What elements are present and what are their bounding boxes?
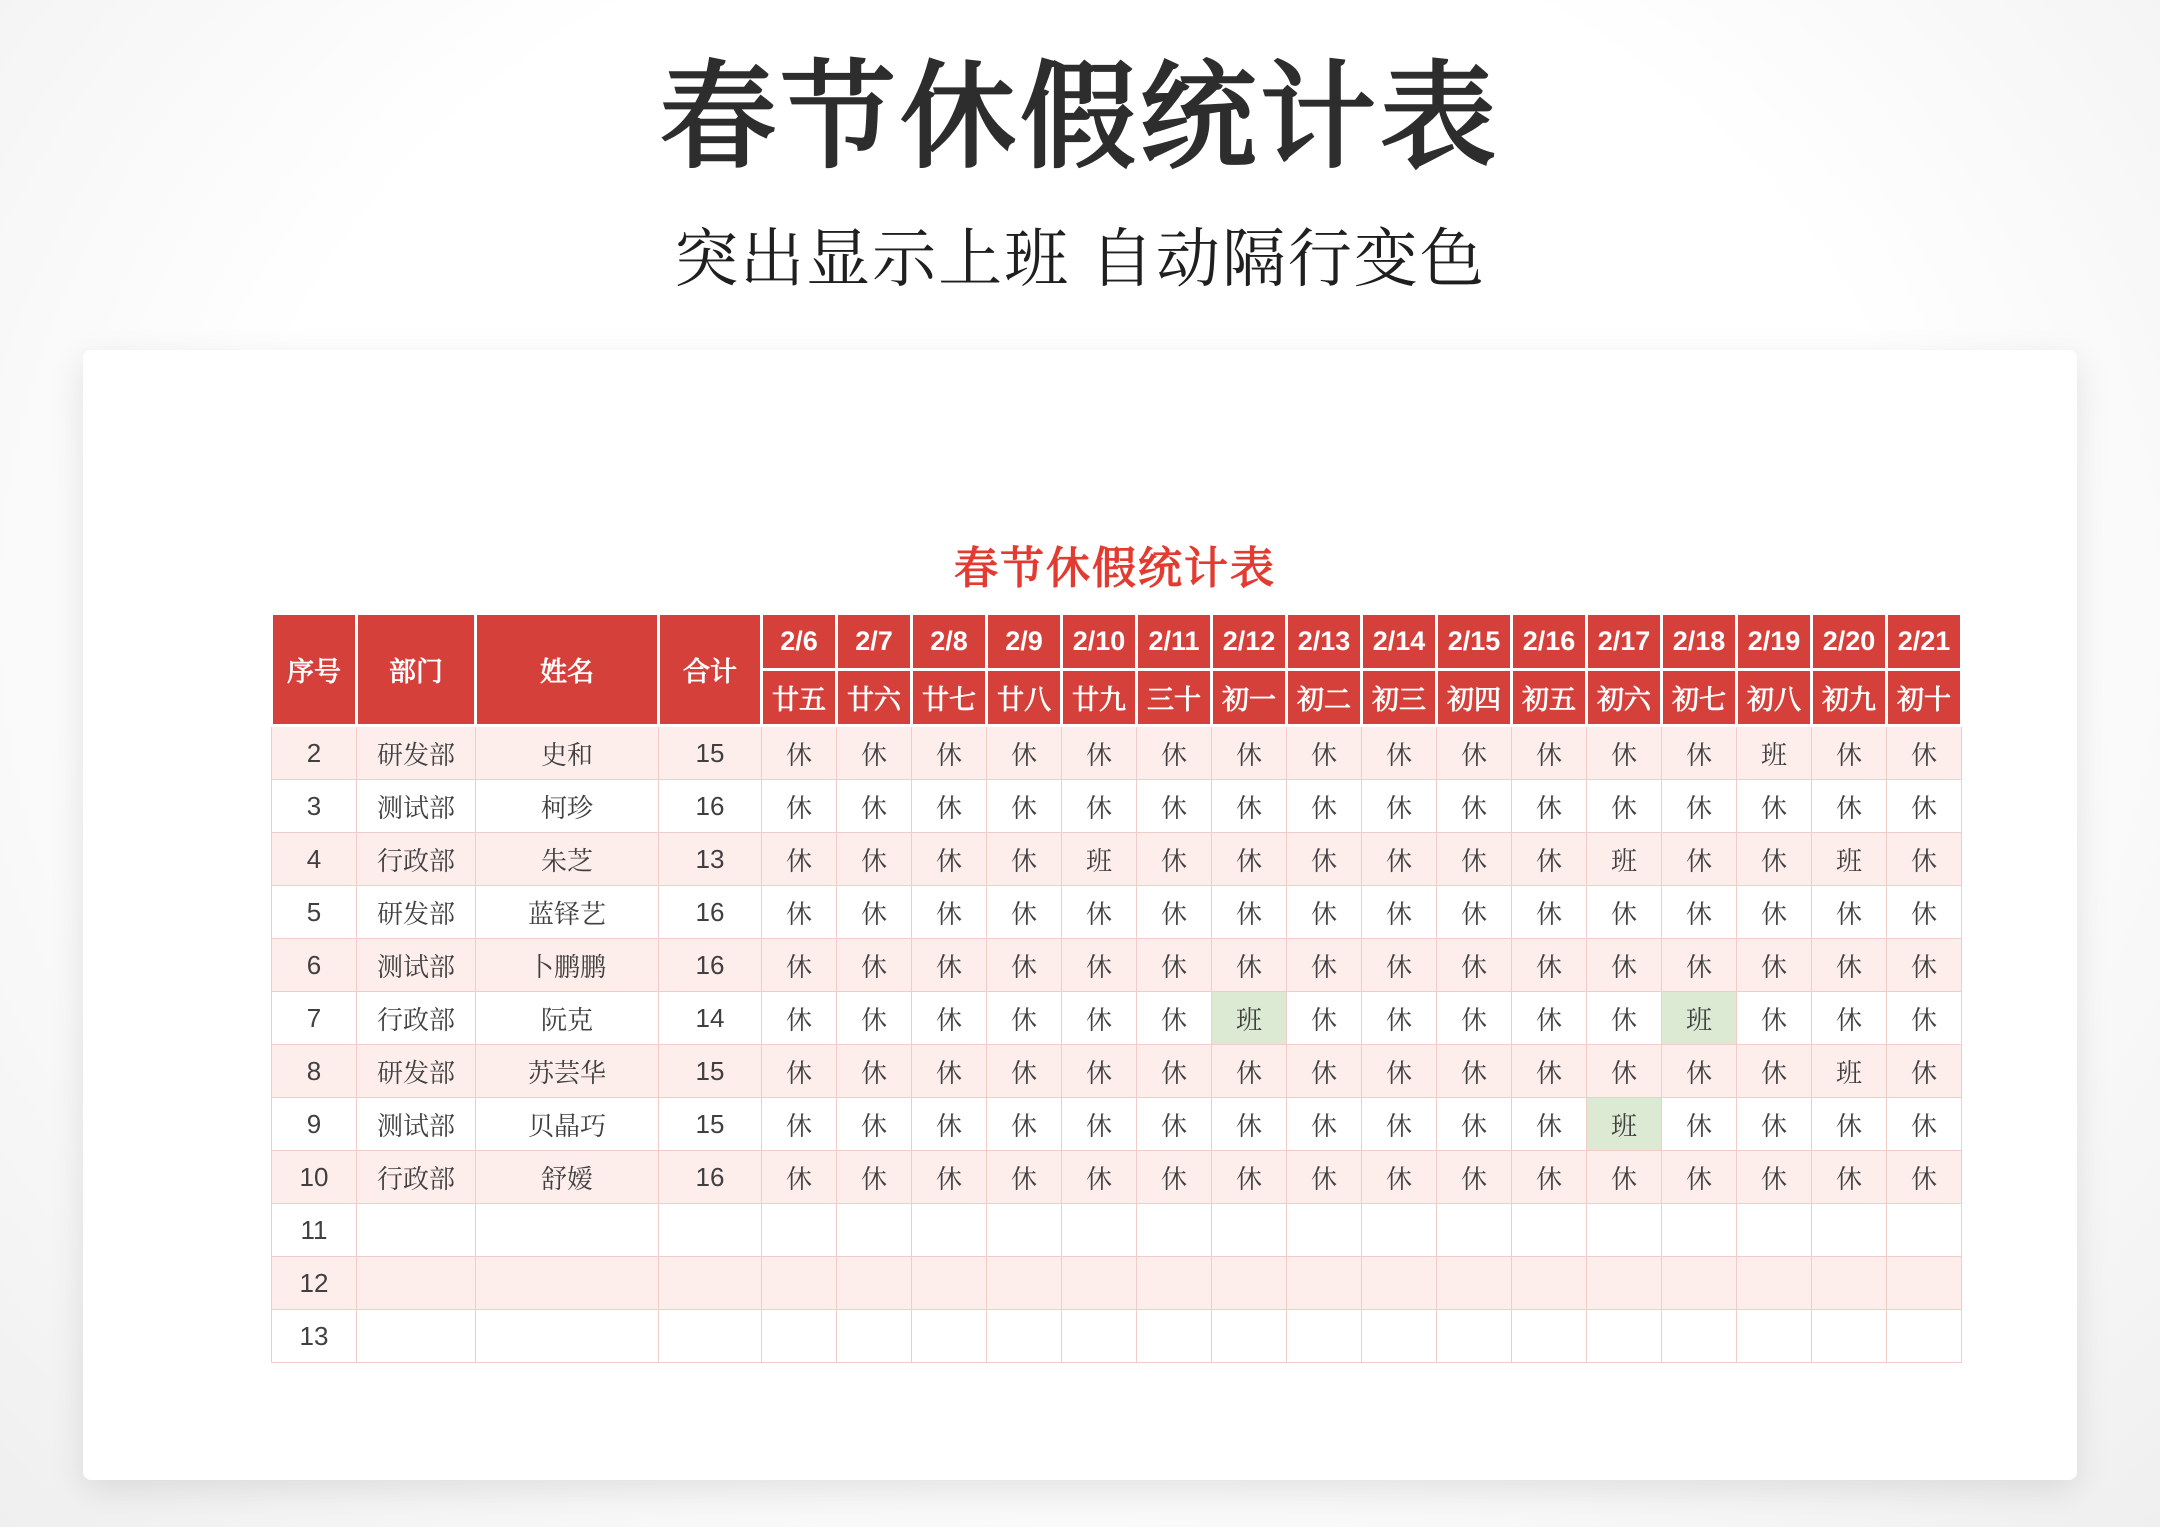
day-cell: 休	[1437, 1098, 1512, 1151]
day-cell	[1212, 1310, 1287, 1363]
day-cell	[1362, 1310, 1437, 1363]
day-cell: 休	[1362, 939, 1437, 992]
day-cell: 休	[1362, 780, 1437, 833]
total-cell	[659, 1257, 762, 1310]
day-cell	[837, 1257, 912, 1310]
day-cell	[1287, 1257, 1362, 1310]
day-cell	[1512, 1204, 1587, 1257]
day-cell	[1662, 1310, 1737, 1363]
day-cell	[987, 1310, 1062, 1363]
lunar-header-cell: 廿五	[762, 670, 837, 726]
day-cell: 休	[1137, 726, 1212, 780]
day-cell: 休	[1737, 1045, 1812, 1098]
day-cell: 休	[987, 992, 1062, 1045]
table-row	[272, 1204, 1962, 1257]
name-cell: 苏芸华	[476, 1045, 659, 1098]
date-header-cell: 2/6	[762, 614, 837, 670]
day-cell	[1437, 1310, 1512, 1363]
day-cell	[1512, 1310, 1587, 1363]
day-cell: 休	[1662, 1045, 1737, 1098]
name-cell	[476, 1204, 659, 1257]
row-number-cell: 4	[272, 833, 357, 886]
day-cell	[1212, 1257, 1287, 1310]
day-cell: 休	[987, 886, 1062, 939]
day-cell	[912, 1310, 987, 1363]
day-cell	[1587, 1204, 1662, 1257]
day-cell: 休	[1137, 1045, 1212, 1098]
day-cell: 休	[987, 780, 1062, 833]
day-cell: 休	[1437, 780, 1512, 833]
day-cell: 休	[1887, 1045, 1962, 1098]
day-cell: 休	[1362, 1098, 1437, 1151]
date-header-cell: 2/21	[1887, 614, 1962, 670]
day-cell: 休	[1887, 992, 1962, 1045]
row-number-cell: 9	[272, 1098, 357, 1151]
day-cell: 休	[1887, 833, 1962, 886]
date-header-cell: 2/13	[1287, 614, 1362, 670]
dept-cell: 测试部	[357, 780, 476, 833]
page-title: 春节休假统计表	[660, 52, 1500, 182]
day-cell	[1812, 1204, 1887, 1257]
day-cell	[987, 1257, 1062, 1310]
table-row	[272, 726, 1962, 780]
day-cell: 休	[1062, 726, 1137, 780]
lunar-header-cell: 廿六	[837, 670, 912, 726]
day-cell	[1212, 1204, 1287, 1257]
day-cell: 休	[987, 833, 1062, 886]
row-number-cell: 11	[272, 1204, 357, 1257]
date-header-cell: 2/14	[1362, 614, 1437, 670]
day-cell: 休	[837, 939, 912, 992]
day-cell: 休	[1437, 726, 1512, 780]
day-cell: 休	[1812, 1098, 1887, 1151]
name-cell: 贝晶巧	[476, 1098, 659, 1151]
day-cell: 休	[1287, 1098, 1362, 1151]
row-number-cell: 2	[272, 726, 357, 780]
day-cell: 休	[837, 1151, 912, 1204]
day-cell: 休	[1437, 939, 1512, 992]
day-cell: 休	[1737, 939, 1812, 992]
day-cell	[1137, 1204, 1212, 1257]
name-cell: 舒嫒	[476, 1151, 659, 1204]
lunar-header-cell: 三十	[1137, 670, 1212, 726]
row-number-cell: 13	[272, 1310, 357, 1363]
table-row	[272, 939, 1962, 992]
lunar-header-cell: 初八	[1737, 670, 1812, 726]
date-header-cell: 2/20	[1812, 614, 1887, 670]
holiday-table	[270, 612, 1963, 1363]
day-cell: 休	[1662, 886, 1737, 939]
day-cell: 休	[1812, 726, 1887, 780]
dept-cell: 测试部	[357, 1098, 476, 1151]
date-header-cell: 2/16	[1512, 614, 1587, 670]
total-cell: 16	[659, 780, 762, 833]
day-cell: 休	[1512, 726, 1587, 780]
day-cell: 班	[1737, 726, 1812, 780]
day-cell	[1887, 1257, 1962, 1310]
day-cell: 休	[1512, 886, 1587, 939]
day-cell: 休	[1062, 992, 1137, 1045]
row-number-cell: 8	[272, 1045, 357, 1098]
lunar-header-cell: 初十	[1887, 670, 1962, 726]
day-cell: 休	[1062, 1045, 1137, 1098]
day-cell: 休	[1812, 886, 1887, 939]
day-cell	[1587, 1310, 1662, 1363]
lunar-header-cell: 初九	[1812, 670, 1887, 726]
lunar-header-cell: 初四	[1437, 670, 1512, 726]
day-cell: 休	[1812, 1151, 1887, 1204]
day-cell: 休	[1212, 1098, 1287, 1151]
day-cell	[1662, 1204, 1737, 1257]
row-number-cell: 5	[272, 886, 357, 939]
day-cell: 休	[1737, 886, 1812, 939]
day-cell: 休	[762, 886, 837, 939]
name-cell: 史和	[476, 726, 659, 780]
day-cell: 休	[1362, 992, 1437, 1045]
day-cell: 班	[1062, 833, 1137, 886]
day-cell: 休	[1212, 939, 1287, 992]
day-cell	[1287, 1204, 1362, 1257]
day-cell	[1737, 1310, 1812, 1363]
day-cell: 休	[912, 726, 987, 780]
day-cell: 休	[1137, 780, 1212, 833]
day-cell: 休	[837, 992, 912, 1045]
day-cell: 休	[1437, 1151, 1512, 1204]
dept-cell	[357, 1310, 476, 1363]
day-cell	[1062, 1204, 1137, 1257]
day-cell	[837, 1204, 912, 1257]
day-cell	[1812, 1257, 1887, 1310]
day-cell	[1887, 1204, 1962, 1257]
day-cell	[1737, 1257, 1812, 1310]
day-cell: 休	[1287, 939, 1362, 992]
date-header-cell: 2/9	[987, 614, 1062, 670]
lunar-header-cell: 初二	[1287, 670, 1362, 726]
day-cell: 休	[987, 726, 1062, 780]
table-row	[272, 1098, 1962, 1151]
day-cell	[1362, 1257, 1437, 1310]
day-cell: 休	[1812, 780, 1887, 833]
day-cell	[1512, 1257, 1587, 1310]
page-subtitle: 突出显示上班 自动隔行变色	[674, 223, 1486, 295]
day-cell: 休	[1662, 780, 1737, 833]
day-cell: 休	[1587, 726, 1662, 780]
dept-cell: 研发部	[357, 886, 476, 939]
day-cell: 休	[1287, 726, 1362, 780]
day-cell: 休	[1587, 780, 1662, 833]
row-number-cell: 10	[272, 1151, 357, 1204]
sheet-card	[83, 350, 2077, 1480]
day-cell: 休	[1587, 1151, 1662, 1204]
day-cell: 休	[987, 1045, 1062, 1098]
day-cell: 休	[1062, 886, 1137, 939]
day-cell: 休	[1437, 1045, 1512, 1098]
day-cell: 休	[1587, 1045, 1662, 1098]
day-cell: 休	[1587, 886, 1662, 939]
day-cell: 休	[1287, 833, 1362, 886]
corner-header-cell: 部门	[357, 614, 476, 726]
date-header-cell: 2/12	[1212, 614, 1287, 670]
day-cell: 休	[1137, 939, 1212, 992]
day-cell	[762, 1310, 837, 1363]
day-cell	[1437, 1257, 1512, 1310]
day-cell: 休	[912, 1151, 987, 1204]
day-cell: 班	[1812, 833, 1887, 886]
dept-cell	[357, 1204, 476, 1257]
day-cell: 休	[837, 726, 912, 780]
day-cell: 休	[762, 1151, 837, 1204]
day-cell: 休	[1737, 833, 1812, 886]
day-cell: 休	[1212, 780, 1287, 833]
day-cell: 休	[1587, 939, 1662, 992]
day-cell	[1137, 1257, 1212, 1310]
lunar-header-cell: 初五	[1512, 670, 1587, 726]
day-cell	[1062, 1310, 1137, 1363]
lunar-header-cell: 廿七	[912, 670, 987, 726]
name-cell: 柯珍	[476, 780, 659, 833]
corner-header-cell: 合计	[659, 614, 762, 726]
dept-cell: 行政部	[357, 833, 476, 886]
day-cell: 休	[1062, 1151, 1137, 1204]
day-cell	[1362, 1204, 1437, 1257]
day-cell: 休	[1512, 1151, 1587, 1204]
day-cell	[1812, 1310, 1887, 1363]
day-cell: 休	[912, 939, 987, 992]
day-cell	[987, 1204, 1062, 1257]
day-cell: 休	[1362, 1045, 1437, 1098]
name-cell: 阮克	[476, 992, 659, 1045]
table-row	[272, 833, 1962, 886]
total-cell: 16	[659, 886, 762, 939]
name-cell: 朱芝	[476, 833, 659, 886]
total-cell	[659, 1310, 762, 1363]
day-cell: 休	[1737, 1098, 1812, 1151]
day-cell	[1662, 1257, 1737, 1310]
day-cell: 休	[987, 1098, 1062, 1151]
day-cell: 休	[1287, 1151, 1362, 1204]
day-cell	[837, 1310, 912, 1363]
day-cell: 休	[1287, 1045, 1362, 1098]
date-header-cell: 2/8	[912, 614, 987, 670]
day-cell: 休	[762, 1045, 837, 1098]
dept-cell: 研发部	[357, 1045, 476, 1098]
table-head	[272, 614, 1962, 726]
corner-header-cell: 序号	[272, 614, 357, 726]
day-cell: 休	[912, 1045, 987, 1098]
total-cell: 13	[659, 833, 762, 886]
total-cell: 16	[659, 1151, 762, 1204]
total-cell: 16	[659, 939, 762, 992]
day-cell: 休	[912, 780, 987, 833]
lunar-header-cell: 初一	[1212, 670, 1287, 726]
day-cell: 休	[1362, 886, 1437, 939]
lunar-header-cell: 初七	[1662, 670, 1737, 726]
day-cell: 休	[1212, 1151, 1287, 1204]
day-cell: 休	[762, 726, 837, 780]
table-row	[272, 886, 1962, 939]
table-row	[272, 992, 1962, 1045]
dept-cell	[357, 1257, 476, 1310]
day-cell: 休	[1437, 886, 1512, 939]
day-cell: 班	[1212, 992, 1287, 1045]
day-cell	[912, 1204, 987, 1257]
day-cell: 休	[912, 992, 987, 1045]
day-cell: 休	[1062, 939, 1137, 992]
day-cell: 休	[1662, 726, 1737, 780]
day-cell: 休	[1212, 886, 1287, 939]
day-cell	[762, 1204, 837, 1257]
day-cell: 班	[1662, 992, 1737, 1045]
name-cell: 蓝铎艺	[476, 886, 659, 939]
day-cell: 休	[837, 1098, 912, 1151]
table-title: 春节休假统计表	[954, 544, 1276, 593]
day-cell	[1287, 1310, 1362, 1363]
table-row	[272, 1310, 1962, 1363]
day-cell: 休	[1137, 833, 1212, 886]
day-cell: 休	[987, 1151, 1062, 1204]
day-cell: 休	[1362, 833, 1437, 886]
day-cell: 休	[1437, 833, 1512, 886]
day-cell: 休	[1887, 886, 1962, 939]
date-header-cell: 2/18	[1662, 614, 1737, 670]
day-cell: 休	[1587, 992, 1662, 1045]
day-cell: 休	[1287, 992, 1362, 1045]
day-cell: 休	[837, 780, 912, 833]
lunar-header-cell: 初三	[1362, 670, 1437, 726]
day-cell: 休	[987, 939, 1062, 992]
day-cell: 休	[1287, 886, 1362, 939]
day-cell: 休	[1137, 886, 1212, 939]
day-cell: 休	[1512, 780, 1587, 833]
day-cell: 班	[1587, 1098, 1662, 1151]
name-cell	[476, 1310, 659, 1363]
row-number-cell: 6	[272, 939, 357, 992]
day-cell: 休	[1137, 992, 1212, 1045]
date-header-cell: 2/15	[1437, 614, 1512, 670]
date-header-cell: 2/19	[1737, 614, 1812, 670]
day-cell: 休	[1812, 992, 1887, 1045]
day-cell: 休	[1887, 1098, 1962, 1151]
table-body	[272, 726, 1962, 1363]
day-cell: 休	[1662, 1151, 1737, 1204]
day-cell: 休	[837, 833, 912, 886]
day-cell: 休	[1287, 780, 1362, 833]
day-cell: 休	[1362, 1151, 1437, 1204]
day-cell	[1737, 1204, 1812, 1257]
day-cell: 休	[912, 886, 987, 939]
day-cell: 休	[1887, 780, 1962, 833]
lunar-header-cell: 廿九	[1062, 670, 1137, 726]
name-cell	[476, 1257, 659, 1310]
day-cell: 休	[1362, 726, 1437, 780]
day-cell: 班	[1812, 1045, 1887, 1098]
date-header-cell: 2/10	[1062, 614, 1137, 670]
day-cell: 休	[837, 886, 912, 939]
day-cell: 休	[1512, 1045, 1587, 1098]
total-cell: 14	[659, 992, 762, 1045]
day-cell: 休	[1512, 833, 1587, 886]
row-number-cell: 3	[272, 780, 357, 833]
total-cell: 15	[659, 1098, 762, 1151]
total-cell: 15	[659, 726, 762, 780]
day-cell: 休	[1662, 833, 1737, 886]
day-cell	[912, 1257, 987, 1310]
day-cell: 班	[1587, 833, 1662, 886]
date-header-cell: 2/11	[1137, 614, 1212, 670]
dept-cell: 行政部	[357, 992, 476, 1045]
day-cell: 休	[1512, 939, 1587, 992]
day-cell: 休	[1137, 1151, 1212, 1204]
lunar-header-cell: 廿八	[987, 670, 1062, 726]
day-cell	[1587, 1257, 1662, 1310]
day-cell: 休	[1512, 992, 1587, 1045]
day-cell: 休	[1737, 992, 1812, 1045]
row-number-cell: 12	[272, 1257, 357, 1310]
table-row	[272, 1257, 1962, 1310]
day-cell: 休	[837, 1045, 912, 1098]
day-cell: 休	[762, 939, 837, 992]
day-cell: 休	[1212, 833, 1287, 886]
dept-cell: 测试部	[357, 939, 476, 992]
day-cell: 休	[762, 992, 837, 1045]
day-cell: 休	[1512, 1098, 1587, 1151]
day-cell: 休	[1437, 992, 1512, 1045]
table-row	[272, 780, 1962, 833]
day-cell	[1137, 1310, 1212, 1363]
day-cell: 休	[1062, 780, 1137, 833]
day-cell: 休	[1062, 1098, 1137, 1151]
day-cell: 休	[1887, 1151, 1962, 1204]
day-cell: 休	[1737, 1151, 1812, 1204]
day-cell: 休	[762, 1098, 837, 1151]
total-cell: 15	[659, 1045, 762, 1098]
day-cell	[1062, 1257, 1137, 1310]
total-cell	[659, 1204, 762, 1257]
day-cell: 休	[762, 780, 837, 833]
day-cell: 休	[1137, 1098, 1212, 1151]
date-header-cell: 2/17	[1587, 614, 1662, 670]
lunar-header-cell: 初六	[1587, 670, 1662, 726]
day-cell: 休	[1212, 1045, 1287, 1098]
day-cell: 休	[1812, 939, 1887, 992]
corner-header-cell: 姓名	[476, 614, 659, 726]
table-row	[272, 1151, 1962, 1204]
day-cell: 休	[1887, 726, 1962, 780]
day-cell: 休	[762, 833, 837, 886]
day-cell: 休	[1212, 726, 1287, 780]
row-number-cell: 7	[272, 992, 357, 1045]
day-cell: 休	[1662, 939, 1737, 992]
dept-cell: 行政部	[357, 1151, 476, 1204]
name-cell: 卜鹏鹏	[476, 939, 659, 992]
day-cell	[1437, 1204, 1512, 1257]
table-row	[272, 1045, 1962, 1098]
day-cell	[762, 1257, 837, 1310]
day-cell: 休	[1887, 939, 1962, 992]
day-cell: 休	[912, 1098, 987, 1151]
day-cell: 休	[1737, 780, 1812, 833]
table-wrap	[270, 612, 1960, 1363]
dept-cell: 研发部	[357, 726, 476, 780]
day-cell: 休	[1662, 1098, 1737, 1151]
day-cell: 休	[912, 833, 987, 886]
date-header-cell: 2/7	[837, 614, 912, 670]
day-cell	[1887, 1310, 1962, 1363]
